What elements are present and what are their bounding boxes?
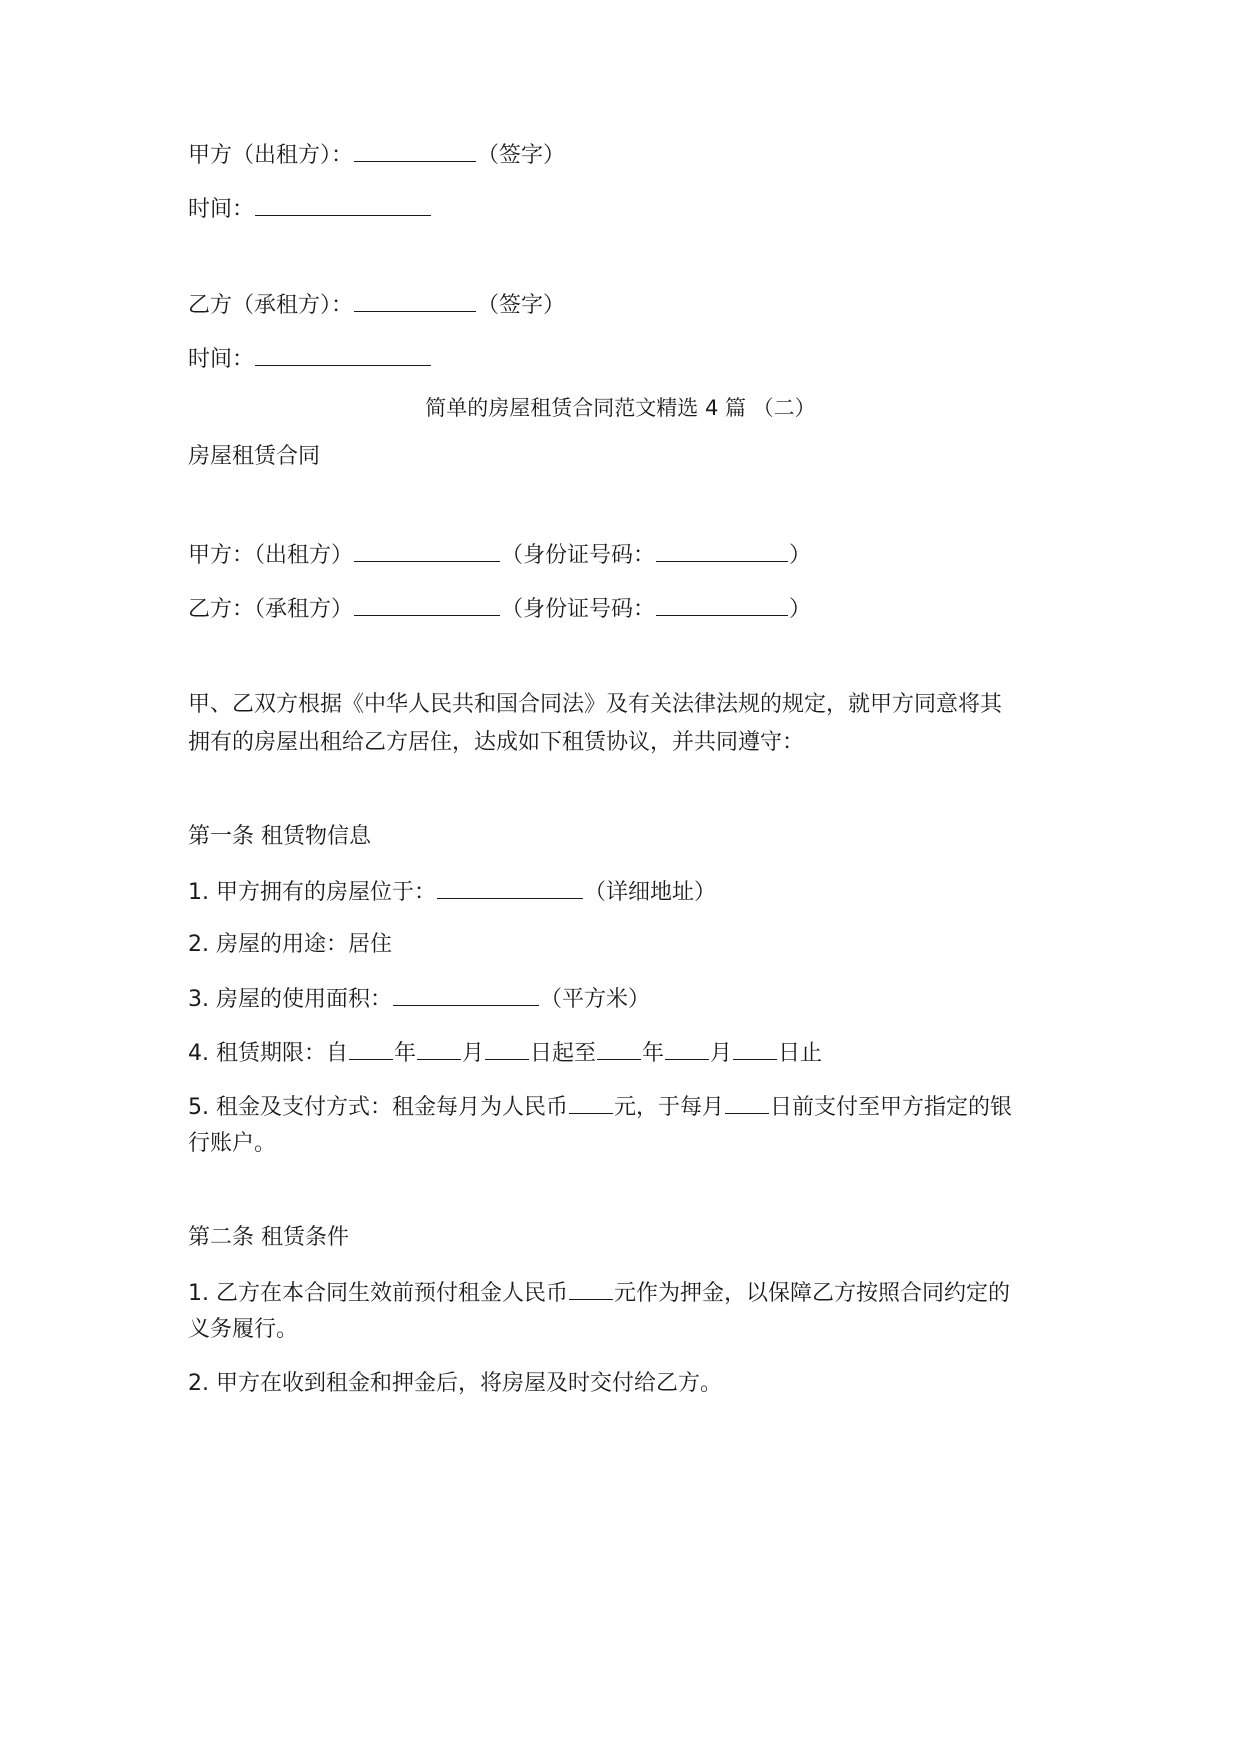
party-b-signature-line [188, 289, 565, 321]
deposit-amount-blank [569, 1277, 613, 1300]
party-b-time-line [188, 343, 432, 375]
party-b-signature-blank [354, 289, 476, 312]
end-year-blank [597, 1037, 641, 1060]
address-label: 1. 甲方拥有的房屋位于： [188, 880, 436, 905]
section-title: 简单的房屋租赁合同范文精选 4 篇 （二） [425, 396, 816, 420]
party-a-signature-blank [354, 139, 476, 162]
article-1-item-1 [188, 876, 716, 908]
article-2-item-1 [188, 1277, 1010, 1309]
rent-suffix: 日前支付至甲方指定的银 [770, 1095, 1013, 1120]
deposit-suffix: 元作为押金，以保障乙方按照合同约定的 [614, 1281, 1011, 1306]
contract-title: 房屋租赁合同 [188, 444, 321, 469]
rent-day-blank [725, 1091, 769, 1114]
start-year-blank [349, 1037, 393, 1060]
party-a-signature-suffix: （签字） [477, 143, 566, 168]
address-blank [437, 876, 583, 899]
term-label: 4. 租赁期限：自 [188, 1041, 348, 1066]
party-a-label: 甲方：（出租方） [188, 543, 354, 568]
start-year-label: 年 [393, 1041, 416, 1066]
party-a-line [188, 539, 811, 571]
article-2-item-1-line-2: 义务履行。 [188, 1317, 299, 1342]
start-day-blank [485, 1037, 529, 1060]
party-a-signature-line [188, 139, 565, 171]
rent-mid: 元，于每月 [614, 1095, 725, 1120]
preamble-line-1: 甲、乙双方根据《中华人民共和国合同法》及有关法律法规的规定，就甲方同意将其 [188, 692, 1003, 717]
start-month-label: 月 [462, 1041, 485, 1066]
end-month-label: 月 [710, 1041, 733, 1066]
rent-amount-blank [569, 1091, 613, 1114]
start-day-label: 日起至 [530, 1041, 597, 1066]
article-2-item-2: 2. 甲方在收到租金和押金后，将房屋及时交付给乙方。 [188, 1371, 722, 1396]
article-2-heading: 第二条 租赁条件 [188, 1225, 349, 1250]
deposit-label: 1. 乙方在本合同生效前预付租金人民币 [188, 1281, 568, 1306]
article-1-item-2: 2. 房屋的用途：居住 [188, 932, 392, 957]
party-b-time-label: 时间： [188, 347, 255, 372]
preamble-line-2: 拥有的房屋出租给乙方居住，达成如下租赁协议，并共同遵守： [188, 730, 805, 755]
party-a-id-close: ） [789, 543, 812, 568]
start-month-blank [417, 1037, 461, 1060]
article-1-item-4 [188, 1037, 822, 1069]
article-1-item-5 [188, 1091, 1012, 1123]
party-b-id-close: ） [789, 597, 812, 622]
end-day-blank [733, 1037, 777, 1060]
party-a-id-label: （身份证号码： [501, 543, 656, 568]
party-b-id-blank [656, 593, 788, 616]
party-a-id-blank [656, 539, 788, 562]
party-a-signature-label: 甲方（出租方）： [188, 143, 354, 168]
party-b-signature-label: 乙方（承租方）： [188, 293, 354, 318]
party-a-name-blank [354, 539, 500, 562]
party-b-line [188, 593, 811, 625]
article-1-item-5-line-2: 行账户。 [188, 1131, 277, 1156]
party-b-name-blank [354, 593, 500, 616]
party-a-time-blank [255, 193, 431, 216]
party-b-time-blank [255, 343, 431, 366]
area-blank [393, 983, 539, 1006]
party-b-id-label: （身份证号码： [501, 597, 656, 622]
area-suffix: （平方米） [539, 987, 650, 1012]
article-1-item-3 [188, 983, 650, 1015]
address-suffix: （详细地址） [583, 880, 716, 905]
article-1-heading: 第一条 租赁物信息 [188, 824, 371, 849]
party-b-label: 乙方：（承租方） [188, 597, 354, 622]
end-day-label: 日止 [778, 1041, 823, 1066]
end-month-blank [665, 1037, 709, 1060]
rent-label: 5. 租金及支付方式：租金每月为人民币 [188, 1095, 568, 1120]
end-year-label: 年 [642, 1041, 665, 1066]
party-a-time-line [188, 193, 432, 225]
party-a-time-label: 时间： [188, 197, 255, 222]
party-b-signature-suffix: （签字） [477, 293, 566, 318]
area-label: 3. 房屋的使用面积： [188, 987, 392, 1012]
